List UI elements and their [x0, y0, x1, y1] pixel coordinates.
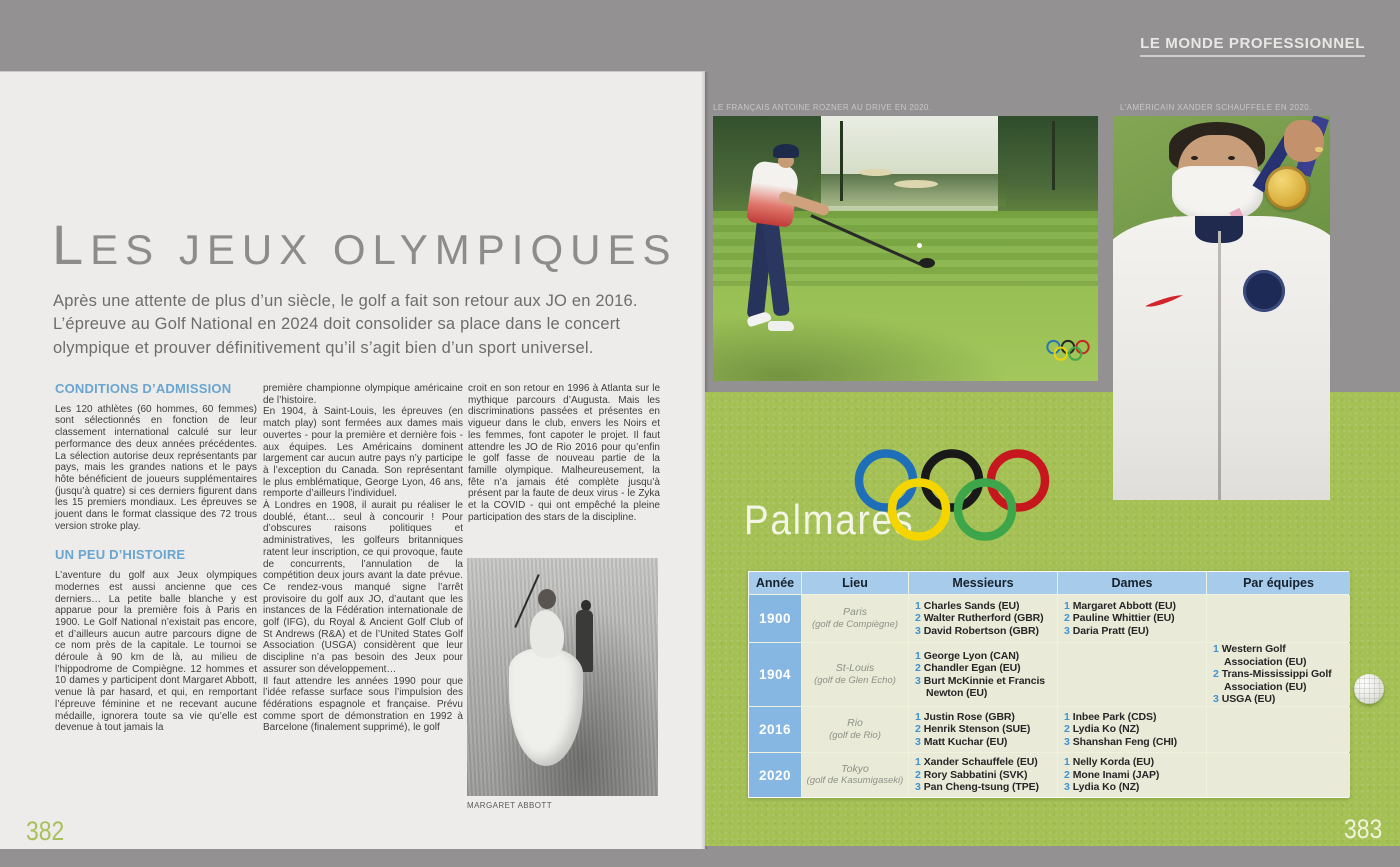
text-column-3 [468, 383, 660, 523]
table-cell-lieu: St-Louis (golf de Glen Echo) [802, 643, 908, 706]
trees-right [998, 116, 1098, 211]
golf-ball-icon [1354, 674, 1384, 704]
medal-entry: 2 Mone Inami (JAP) [1064, 768, 1160, 781]
medal-entry: 2 Trans-Mississippi Golf Association (EU) [1213, 668, 1332, 693]
medal-entry: 1 Charles Sands (EU) [915, 599, 1020, 612]
table-cell-lieu: Paris (golf de Compiègne) [802, 595, 908, 642]
medal-entry: 3 David Robertson (GBR) [915, 624, 1039, 637]
team-usa-jacket [1113, 216, 1330, 500]
medal-entry: 3 Matt Kuchar (EU) [915, 735, 1008, 748]
medal-entry: 3 Burt McKinnie et Francis Newton (EU) [915, 674, 1046, 699]
table-row-2016-year: 2016 [749, 707, 801, 752]
golfer-figure [725, 137, 817, 370]
medal-entry: 3 Daria Pratt (EU) [1064, 624, 1149, 637]
table-cell-messieurs [909, 707, 1057, 752]
table-cell-equipes-empty [1207, 595, 1350, 642]
zipper [1218, 231, 1221, 500]
medal-entry: 2 Rory Sabbatini (SVK) [915, 768, 1028, 781]
table-cell-messieurs [909, 595, 1057, 642]
face-mask [1172, 166, 1263, 222]
body-paragraph: première championne olympique américaine de l’histoire. [263, 383, 463, 406]
medal-entry: 3 Lydia Ko (NZ) [1064, 781, 1140, 794]
body-paragraph: Il faut attendre les années 1990 pour que l’idée refasse surface sous l’impulsion des fédérations espagnole et française. Prévu comme sport de démonstration en 1992 à Barcelone (finalement supprimé), le golf [263, 675, 463, 734]
olympic-rings-icon [852, 446, 1052, 551]
page-number-382: 382 [26, 816, 65, 846]
golf-cap [773, 144, 799, 158]
medal-entry: 1 Nelly Korda (EU) [1064, 756, 1154, 769]
table-cell-dames [1058, 707, 1206, 752]
table-cell-equipes-empty [1207, 707, 1350, 752]
medal-entry: 2 Walter Rutherford (GBR) [915, 612, 1044, 625]
body-paragraph: En 1904, à Saint-Louis, les épreuves (en match play) sont fermées aux dames mais ouvertes - pour la première et dernière fois - aux équipes. Les Américains dominent largement car aucun autre pays n’y participe à l’exception du Canada. Son représentant le plus emblématique, George Lyon, 46 ans, remporte d’ailleurs l’individuel. [263, 406, 463, 500]
medal-entry: 3 Shanshan Feng (CHI) [1064, 735, 1178, 748]
body-paragraph: L’aventure du golf aux Jeux olympiques modernes est aussi ancienne que ces derniers… La petite balle blanche y est apparue pour la première fois à Paris en 1900. Le Golf National n’existait pas encore, et d’ailleurs aucun autre parcours digne de ce nom près de la capitale. Le tournoi se déroule à 90 km de là, au milieu de l’hippodrome de Compiègne. 12 hommes et 10 dames y participent dont Margaret Abbott, venue là par hasard, et qui, en remportant l’épreuve féminine et ne recevant aucune médaille, ignorera toute sa vie qu’elle est devenue à tout jamais la [55, 570, 257, 734]
medal-entry: 1 Inbee Park (CDS) [1064, 710, 1157, 723]
photo-caption-abbott: MARGARET ABBOTT [467, 801, 552, 810]
nike-swoosh-icon [1143, 293, 1185, 309]
bystander-figure [581, 600, 591, 611]
table-cell-messieurs [909, 753, 1057, 797]
medal-entry: 1 Margaret Abbott (EU) [1064, 599, 1176, 612]
page-number-383: 383 [1344, 814, 1383, 844]
bunker [859, 169, 893, 176]
section-heading-histoire: UN PEU D’HISTOIRE [55, 547, 186, 563]
section-header: LE MONDE PROFESSIONNEL [1140, 35, 1365, 57]
table-header-messieurs: Messieurs [909, 572, 1057, 594]
table-header-equipes: Par équipes [1207, 572, 1350, 594]
margaret-abbott-figure [509, 648, 583, 766]
section-heading-conditions: CONDITIONS D’ADMISSION [55, 381, 232, 396]
medal-entry: 2 Henrik Stenson (SUE) [915, 723, 1031, 736]
medal-entry: 3 Pan Cheng-tsung (TPE) [915, 781, 1039, 794]
table-cell-dames-empty [1058, 643, 1206, 706]
page-title: LES JEUX OLYMPIQUES [52, 213, 678, 276]
medal-entry: 1 Xander Schauffele (EU) [915, 756, 1038, 769]
table-cell-equipes [1207, 643, 1350, 706]
medal-entry: 2 Lydia Ko (NZ) [1064, 723, 1140, 736]
body-paragraph: À Londres en 1908, il aurait pu réaliser le doublé, étant… seul à concourir ! Pour d’obscures raisons politiques et administratives, les golfeurs britanniques ratent leur inscription, ce qui provoque, faute de concurrents, l’annulation de la compétition deux jours avant la date prévue. Ce rendez-vous manqué signe l’arrêt provisoire du golf aux JO, d’autant que les instances de la Fédération internationale de golf (IFG), du Royal & Ancient Golf Club of St Andrews (R&A) et de l’United States Golf Association (USGA) considèrent que leur discipline n’a pas besoin des Jeux pour assurer son développement… [263, 500, 463, 675]
photo-caption-rozner: LE FRANÇAIS ANTOINE ROZNER AU DRIVE EN 2020. [713, 103, 932, 112]
driver-head [919, 258, 935, 268]
table-cell-lieu: Tokyo (golf de Kasumigaseki) [802, 753, 908, 797]
medal-entry: 3 USGA (EU) [1213, 693, 1276, 706]
medal-entry: 1 Justin Rose (GBR) [915, 710, 1015, 723]
photo-caption-schauffele: L’AMÉRICAIN XANDER SCHAUFFELE EN 2020. [1120, 103, 1312, 112]
table-header-dames: Dames [1058, 572, 1206, 594]
gold-medal-icon [1265, 166, 1309, 210]
photo-schauffele-medal [1113, 116, 1330, 500]
table-header-annee: Année [749, 572, 801, 594]
medal-entry: 2 Chandler Egan (EU) [915, 662, 1021, 674]
table-cell-lieu: Rio (golf de Rio) [802, 707, 908, 752]
table-header-lieu: Lieu [802, 572, 908, 594]
palmares-heading: Palmarès [744, 496, 915, 543]
table-row-2020-year: 2020 [749, 753, 801, 797]
medal-entry: 1 Western Golf Association (EU) [1213, 643, 1307, 668]
table-row-1904-year: 1904 [749, 643, 801, 706]
medal-entry: 1 George Lyon (CAN) [915, 649, 1020, 662]
bunker [894, 180, 938, 188]
table-row-1900-year: 1900 [749, 595, 801, 642]
text-column-1 [55, 383, 257, 734]
table-cell-messieurs [909, 643, 1057, 706]
results-table [748, 571, 1349, 798]
olympic-rings-watermark-icon [1046, 339, 1090, 363]
medal-entry: 2 Pauline Whittier (EU) [1064, 612, 1175, 625]
text-column-2 [263, 383, 463, 734]
photo-rozner-drive [713, 116, 1098, 381]
body-paragraph: croit en son retour en 1996 à Atlanta sur le mythique parcours d’Augusta. Mais les discriminations passées et présentes en vigueur dans le club, envers les Noirs et les femmes, font capoter le projet. Il faut attendre les JO de Rio 2016 pour qu’enfin le golf fasse de nouveau partie de la famille olympique. Malheureusement, la fête n’a jamais été complète jusqu’à présent par la faute de deux virus - le Zyka et la COVID - qui ont empêché la pleine participation des stars de la discipline. [468, 383, 660, 523]
table-cell-equipes-empty [1207, 753, 1350, 797]
table-cell-dames [1058, 753, 1206, 797]
body-paragraph: Les 120 athlètes (60 hommes, 60 femmes) sont sélectionnés en fonction de leur classement international calculé sur leur performance des deux années précédentes. La sélection autorise deux représentants par pays, mais les grandes nations et le pays hôte bénéficient de joueurs supplémentaires (jusqu’à quatre) si ces derniers figurent dans les 15 premiers mondiaux. Les épreuves se jouent dans le format classique des 72 trous version stroke play. [55, 403, 257, 532]
photo-margaret-abbott [467, 558, 658, 796]
intro-paragraph: Après une attente de plus d’un siècle, le golf a fait son retour aux JO en 2016. L’épreuve au Golf National en 2024 doit consolider sa place dans le concert olympique et prouver définitivement qu’il s’agit bien d’un sport universel. [53, 292, 638, 357]
table-cell-dames [1058, 595, 1206, 642]
